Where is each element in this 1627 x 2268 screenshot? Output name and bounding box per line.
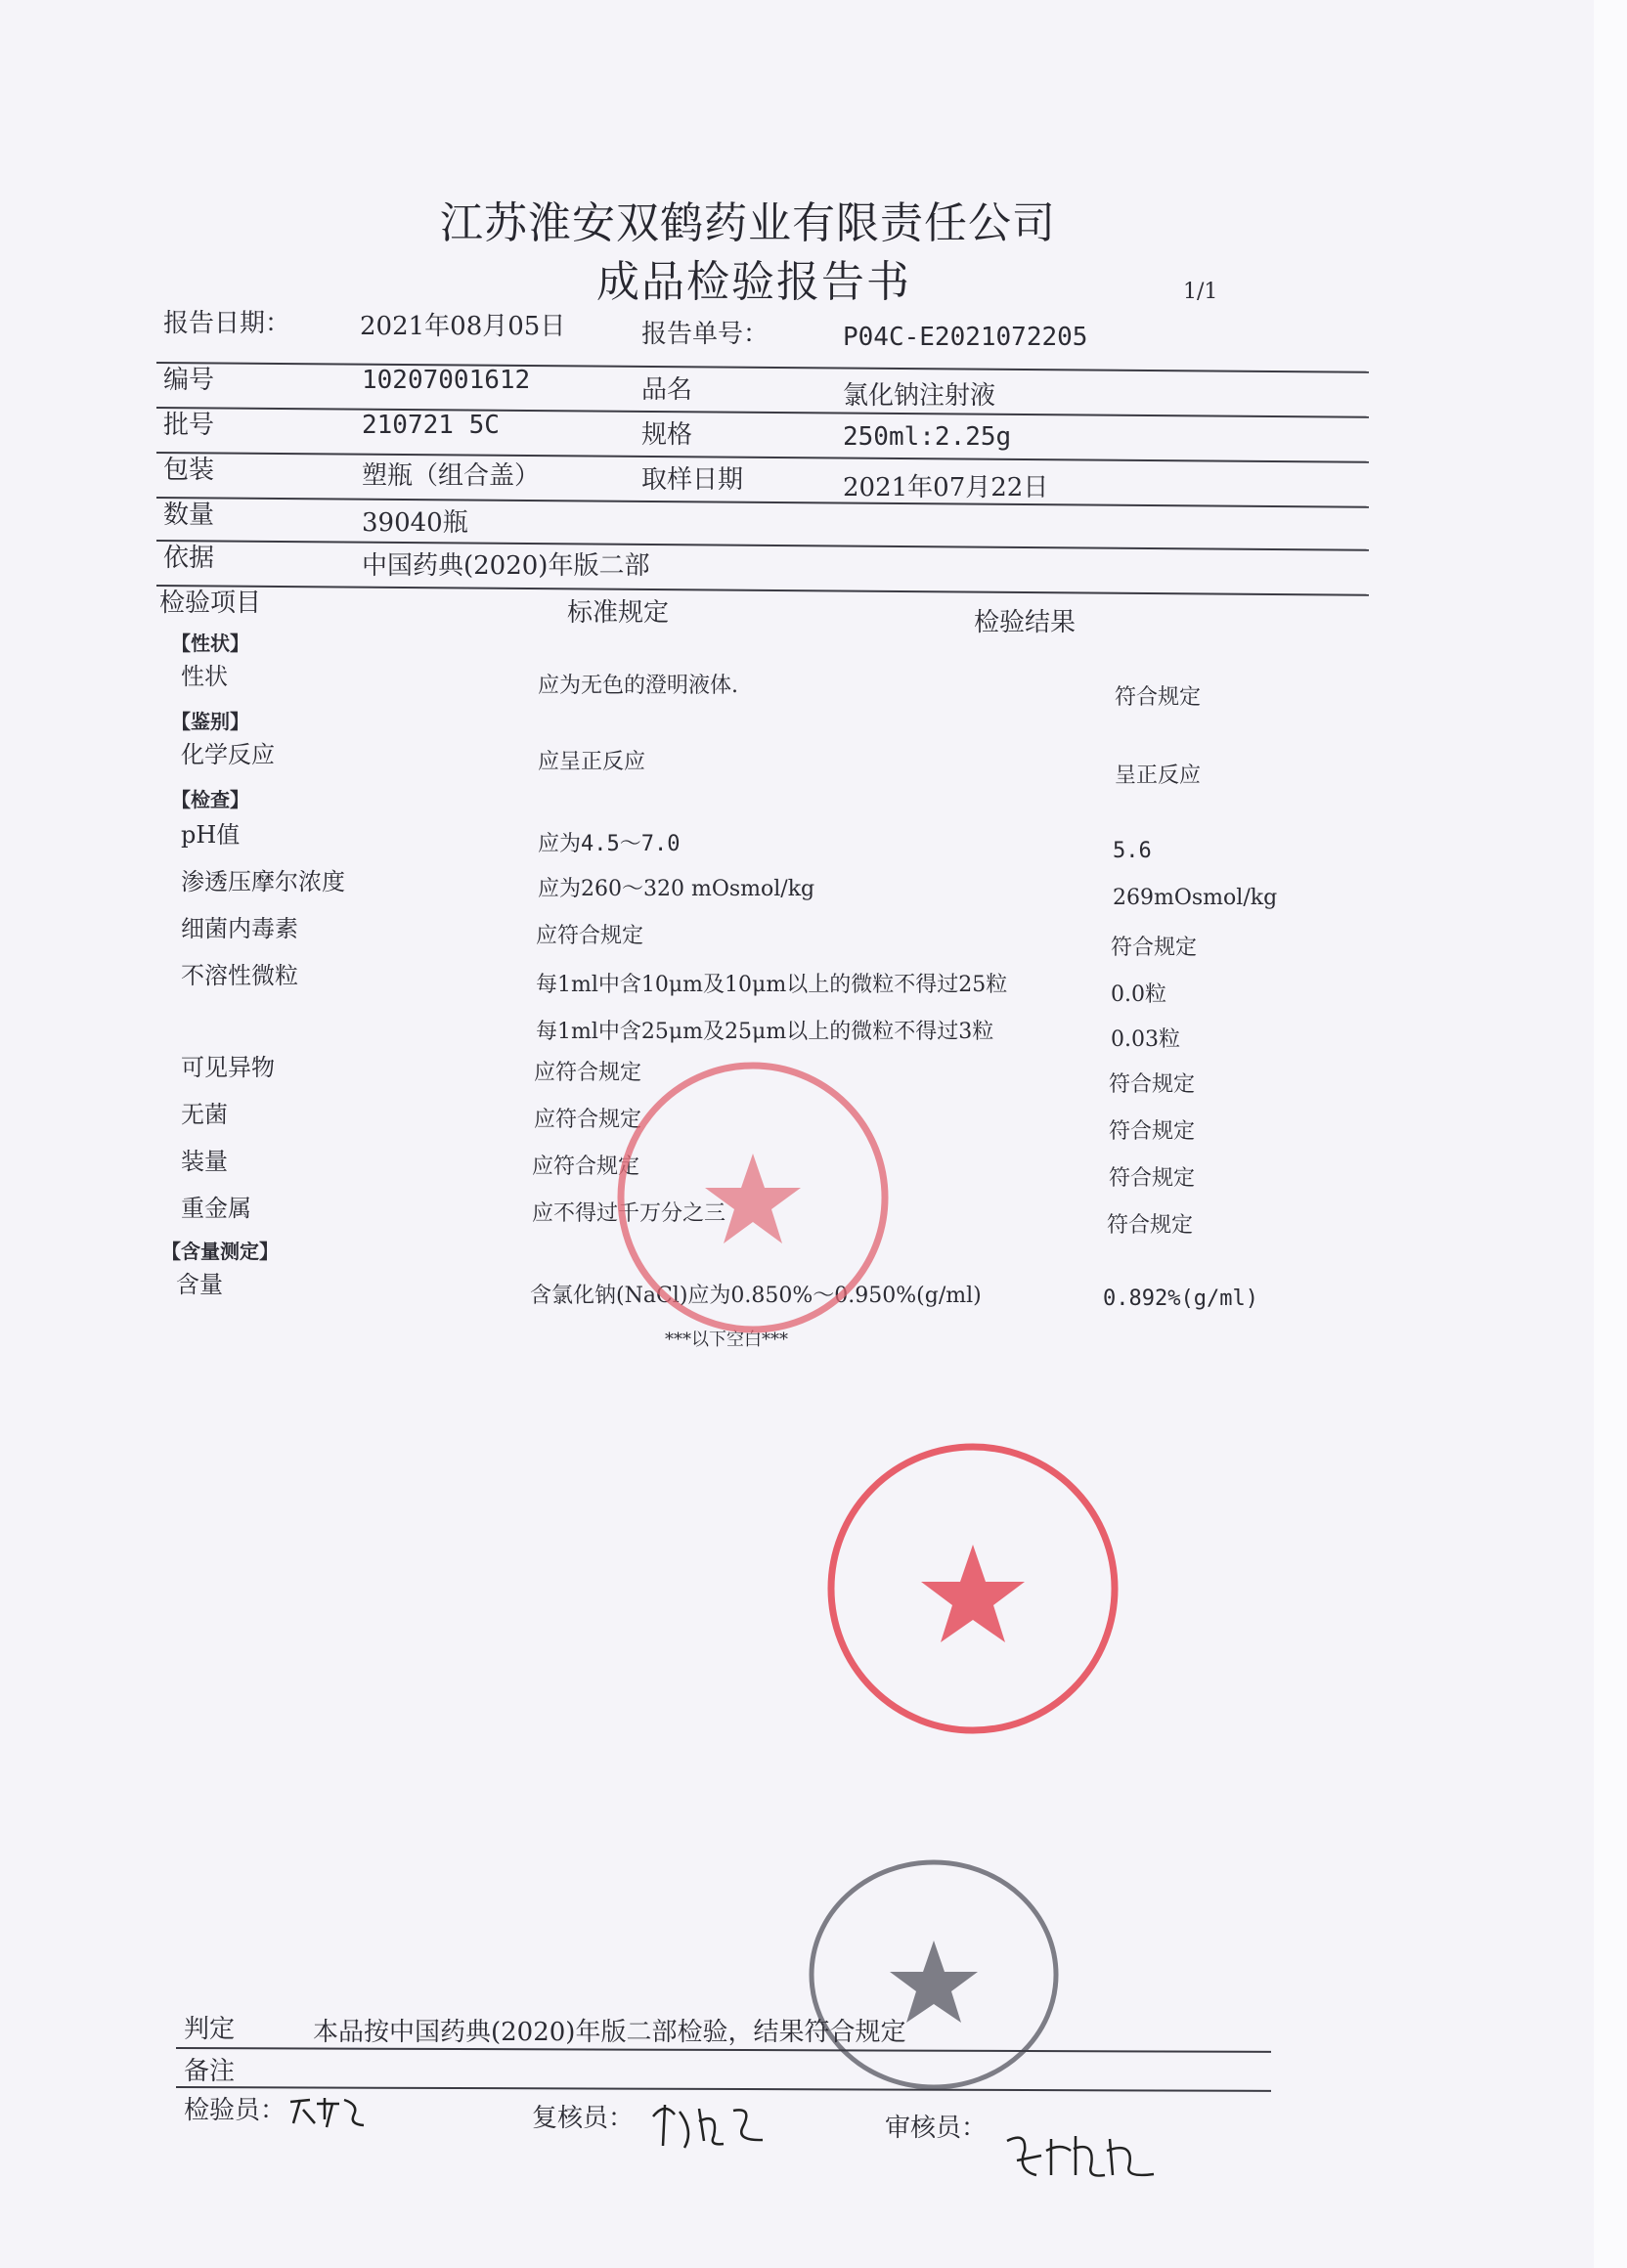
- test-result: 符合规定: [1115, 685, 1202, 710]
- test-item-name: 细菌内毒素: [181, 915, 298, 942]
- package-value: 塑瓶（组合盖）: [362, 461, 541, 491]
- spec-label: 规格: [641, 420, 693, 450]
- blank-marker: ***以下空白***: [665, 1330, 788, 1350]
- report-date-value: 2021年08月05日: [360, 312, 566, 341]
- scan-edge: [1594, 0, 1627, 2268]
- quantity-label: 数量: [163, 501, 215, 530]
- basis-value: 中国药典(2020)年版二部: [362, 551, 650, 581]
- test-result: 符合规定: [1109, 1166, 1196, 1191]
- batch-value: 210721 5C: [362, 411, 500, 440]
- inspector-label: 检验员：: [184, 2096, 286, 2125]
- spec-value: 250ml:2.25g: [843, 422, 1012, 452]
- section-examination: 【检查】: [171, 788, 249, 811]
- test-result: 符合规定: [1111, 936, 1198, 960]
- test-result: 269mOsmol/kg: [1113, 886, 1278, 910]
- test-item-name: 重金属: [181, 1195, 251, 1222]
- test-standard: 应为260～320 mOsmol/kg: [538, 877, 815, 901]
- remarks-label: 备注: [184, 2057, 236, 2086]
- test-standard: 每1ml中含10μm及10μm以上的微粒不得过25粒: [536, 973, 1008, 997]
- test-standard: 应符合规定: [534, 1061, 642, 1085]
- conclusion-value: 本品按中国药典(2020)年版二部检验，结果符合规定: [313, 2018, 906, 2047]
- sampling-date-label: 取样日期: [641, 465, 744, 495]
- section-appearance: 【性状】: [171, 632, 249, 655]
- report-no-value: P04C-E2021072205: [843, 323, 1088, 352]
- test-result: 0.0粒: [1111, 982, 1166, 1007]
- reviewer-label: 复核员：: [532, 2104, 635, 2133]
- test-standard: 应呈正反应: [538, 750, 646, 774]
- test-standard: 应为无色的澄明液体.: [538, 674, 738, 698]
- gray-stamp-seal: [802, 1853, 1066, 2097]
- col-item-header: 检验项目: [159, 589, 262, 618]
- test-standard: 应符合规定: [532, 1155, 640, 1179]
- company-name: 江苏淮安双鹤药业有限责任公司: [440, 198, 1056, 248]
- test-result: 5.6: [1113, 839, 1152, 863]
- test-item-name: 不溶性微粒: [181, 962, 298, 989]
- sampling-date-value: 2021年07月22日: [843, 473, 1049, 502]
- test-item-name: 可见异物: [181, 1054, 275, 1081]
- test-item-name: 性状: [181, 663, 228, 690]
- red-stamp-seal: [821, 1437, 1124, 1740]
- test-item-name: 含量: [176, 1271, 223, 1298]
- test-item-name: pH值: [181, 821, 241, 849]
- test-result: 符合规定: [1109, 1119, 1196, 1144]
- package-label: 包装: [163, 456, 215, 485]
- col-standard-header: 标准规定: [567, 598, 670, 628]
- test-item-name: 无菌: [181, 1101, 228, 1128]
- conclusion-label: 判定: [184, 2015, 236, 2044]
- test-result: 符合规定: [1107, 1213, 1194, 1238]
- test-result: 0.03粒: [1111, 1027, 1180, 1052]
- test-standard: 应符合规定: [534, 1108, 642, 1132]
- basis-label: 依据: [163, 544, 215, 573]
- page-number: 1/1: [1183, 280, 1218, 304]
- col-result-header: 检验结果: [974, 608, 1077, 637]
- test-standard: 含氯化钠(NaCl)应为0.850%～0.950%(g/ml): [530, 1284, 982, 1308]
- test-standard: 每1ml中含25μm及25μm以上的微粒不得过3粒: [536, 1020, 994, 1044]
- product-label: 品名: [641, 375, 693, 405]
- reviewer-signature: [645, 2097, 772, 2152]
- section-identification: 【鉴别】: [171, 710, 249, 733]
- test-standard: 应为4.5～7.0: [538, 832, 681, 856]
- test-item-name: 装量: [181, 1148, 228, 1175]
- approver-signature: [997, 2121, 1164, 2186]
- report-no-label: 报告单号：: [641, 320, 770, 349]
- test-item-name: 化学反应: [181, 741, 275, 768]
- product-value: 氯化钠注射液: [843, 381, 996, 411]
- red-stamp-seal: [611, 1056, 895, 1339]
- batch-label: 批号: [163, 411, 215, 440]
- test-standard: 应符合规定: [536, 924, 644, 948]
- serial-value: 10207001612: [362, 366, 531, 395]
- inspector-signature: [286, 2090, 374, 2129]
- section-assay: 【含量测定】: [161, 1240, 279, 1263]
- test-item-name: 渗透压摩尔浓度: [181, 868, 345, 895]
- test-result: 符合规定: [1109, 1072, 1196, 1097]
- report-title: 成品检验报告书: [596, 257, 911, 307]
- test-result: 0.892%(g/ml): [1103, 1287, 1258, 1311]
- report-date-label: 报告日期：: [163, 309, 291, 338]
- approver-label: 审核员：: [885, 2114, 988, 2143]
- quantity-value: 39040瓶: [362, 508, 468, 538]
- test-result: 呈正反应: [1115, 763, 1202, 788]
- test-standard: 应不得过千万分之三: [532, 1201, 726, 1226]
- serial-label: 编号: [163, 366, 215, 395]
